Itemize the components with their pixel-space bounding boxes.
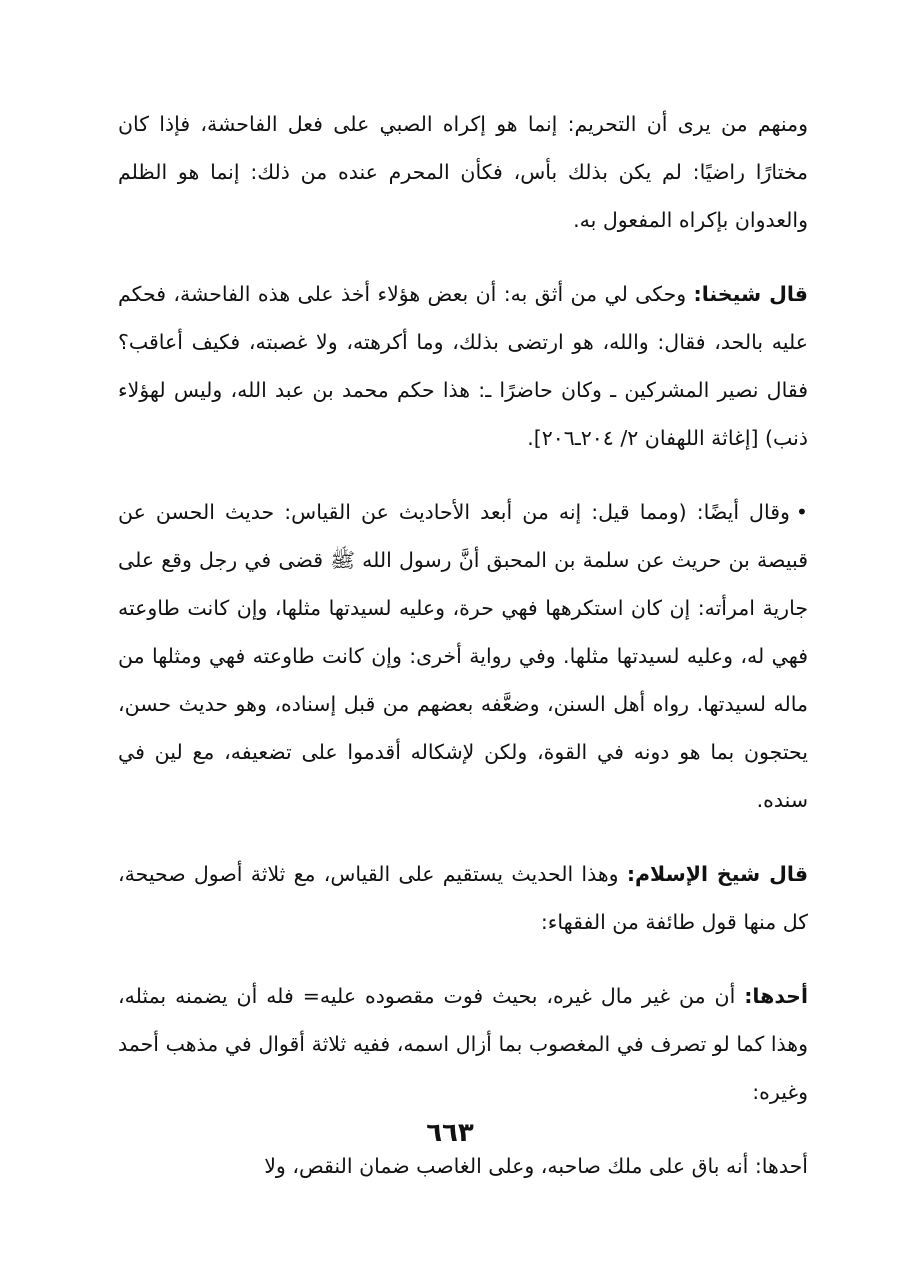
paragraph-6 — [118, 1142, 808, 1190]
paragraph-text: أحدها: أنه باق على ملك صاحبه، وعلى الغاصب ضمان النقص، ولا — [264, 1154, 808, 1178]
paragraph-lead: أحدها: — [744, 984, 808, 1008]
page-body — [118, 100, 808, 1216]
paragraph-text: أن من غير مال غيره، بحيث فوت مقصوده عليه= فله أن يضمنه بمثله، وهذا كما لو تصرف في المغصوب بما أزال اسمه، ففيه ثلاثة أقوال في مذهب أحمد وغيره: — [118, 984, 808, 1104]
paragraph-text: ومنهم من يرى أن التحريم: إنما هو إكراه الصبي على فعل الفاحشة، فإذا كان مختارًا راضيًا: لم يكن بذلك بأس، فكأن المحرم عنده من ذلك: إنما هو الظلم والعدوان بإكراه المفعول به. — [118, 112, 808, 232]
paragraph-text: وحكى لي من أثق به: أن بعض هؤلاء أخذ على هذه الفاحشة، فحكم عليه بالحد، فقال: والله، هو ارتضى بذلك، وما أكرهته، ولا غصبته، فكيف أعاقب؟ فقال نصير المشركين ـ وكان حاضرًا ـ: هذا حكم محمد بن عبد الله، وليس لهؤلاء ذنب) [إغاثة اللهفان ٢/ ٢٠٤ـ٢٠٦]. — [118, 282, 808, 450]
paragraph-2 — [118, 270, 808, 462]
paragraph-lead: قال شيخنا: — [693, 282, 808, 306]
bullet-icon: • — [795, 500, 808, 524]
paragraph-text: وقال أيضًا: (ومما قيل: إنه من أبعد الأحاديث عن القياس: حديث الحسن عن قبيصة بن حريث عن سلمة بن المحبق أنَّ رسول الله ﷺ قضى في رجل وقع على جارية امرأته: إن كان استكرهها فهي حرة، وعليه لسيدتها مثلها، وإن كانت طاوعته فهي له، وعليه لسيدتها مثلها. وفي رواية أخرى: وإن كانت طاوعته فهي ومثلها من ماله لسيدتها. رواه أهل السنن، وضعَّفه بعضهم من قبل إسناده، وهو حديث حسن، يحتجون بما هو دونه في القوة، ولكن لإشكاله أقدموا على تضعيفه، مع لين في سنده. — [118, 500, 808, 812]
paragraph-1 — [118, 100, 808, 244]
paragraph-text: وهذا الحديث يستقيم على القياس، مع ثلاثة أصول صحيحة، كل منها قول طائفة من الفقهاء: — [118, 862, 808, 934]
paragraph-lead: قال شيخ الإسلام: — [626, 862, 808, 886]
paragraph-5 — [118, 972, 808, 1116]
paragraph-4 — [118, 850, 808, 946]
paragraph-3 — [118, 488, 808, 824]
page-number: ٦٦٣ — [426, 1118, 474, 1148]
